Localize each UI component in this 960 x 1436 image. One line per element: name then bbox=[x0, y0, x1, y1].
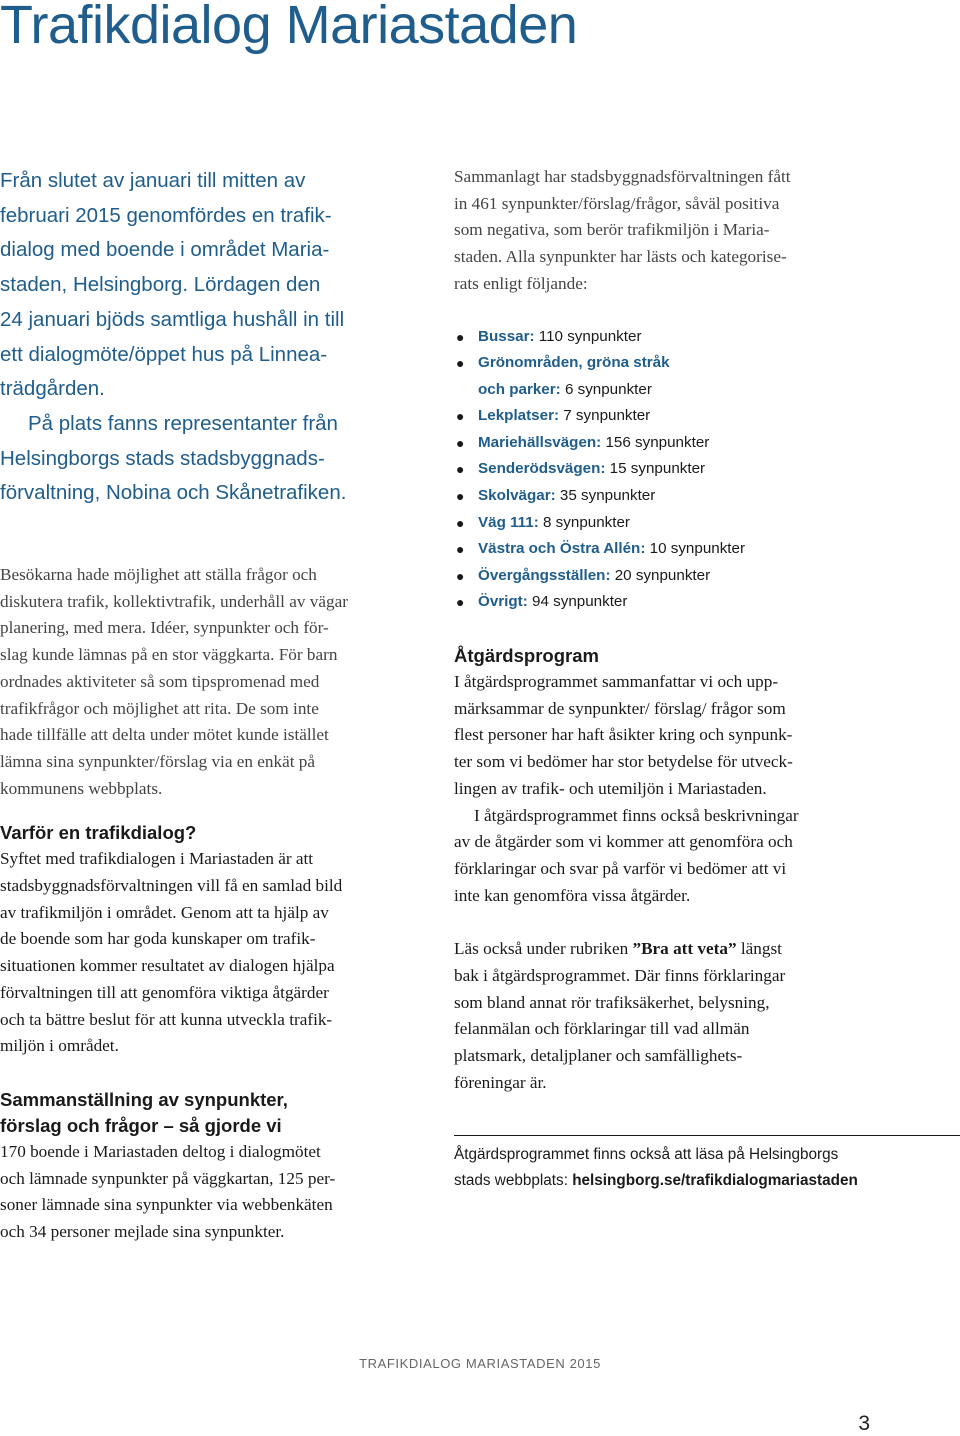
category-label: Senderödsvägen: bbox=[478, 460, 606, 478]
text-line: ter som vi bedömer har stor betydelse för utveck- bbox=[454, 752, 793, 772]
readmore-post: längst bbox=[736, 939, 782, 959]
text-line: ordnades aktiviteter så som tipspromenad med bbox=[0, 671, 320, 691]
program-heading: Åtgärdsprogram bbox=[454, 645, 599, 667]
text-line: av trafikmiljön i området. Genom att ta hjälp av bbox=[0, 902, 329, 922]
text-line: miljön i området. bbox=[0, 1036, 119, 1056]
page-footer: TRAFIKDIALOG MARIASTADEN 2015 bbox=[359, 1356, 601, 1371]
text-line: lingen av trafik- och utemiljön i Mariastaden. bbox=[454, 778, 767, 798]
category-list bbox=[454, 324, 960, 617]
page-number: 3 bbox=[858, 1412, 870, 1435]
bullet-icon: ● bbox=[456, 461, 465, 478]
text-line: och 34 personer mejlade sina synpunkter. bbox=[0, 1222, 285, 1242]
list-item bbox=[454, 430, 960, 457]
text-line: hade tillfälle att delta under mötet kunde istället bbox=[0, 725, 329, 745]
intro-line: trädgården. bbox=[0, 377, 105, 401]
why-heading: Varför en trafikdialog? bbox=[0, 822, 197, 844]
intro-paragraph bbox=[0, 164, 440, 511]
category-label: Övrigt: bbox=[478, 593, 528, 611]
text-line bbox=[454, 936, 960, 963]
category-label: Västra och Östra Allén: bbox=[478, 540, 646, 558]
text-line: de boende som har goda kunskaper om trafik- bbox=[0, 929, 316, 949]
category-label: Lekplatser: bbox=[478, 407, 560, 425]
page-title: Trafikdialog Mariastaden bbox=[0, 0, 578, 55]
summary-heading bbox=[0, 1087, 440, 1139]
text-line: Besökarna hade möjlighet att ställa frågor och bbox=[0, 565, 317, 585]
bullet-icon: ● bbox=[456, 541, 465, 558]
intro-line: Helsingborgs stads stadsbyggnads- bbox=[0, 446, 325, 470]
text-line: slag kunde lämnas på en stor väggkarta. För barn bbox=[0, 645, 338, 665]
text-line: I åtgärdsprogrammet sammanfattar vi och upp- bbox=[454, 672, 779, 692]
text-line: Syftet med trafikdialogen i Mariastaden är att bbox=[0, 849, 314, 869]
category-label: Väg 111: bbox=[478, 513, 539, 531]
list-item bbox=[454, 536, 960, 563]
intro-line: ett dialogmöte/öppet hus på Linnea- bbox=[0, 342, 328, 366]
text-line: felanmälan och förklaringar till vad allmän bbox=[454, 1019, 750, 1039]
text-line: diskutera trafik, kollektivtrafik, underhåll av vägar bbox=[0, 591, 348, 611]
text-line: situationen kommer resultatet av dialogen hjälpa bbox=[0, 956, 335, 976]
category-count: 110 synpunkter bbox=[534, 327, 642, 345]
list-item bbox=[454, 483, 960, 510]
category-count: 6 synpunkter bbox=[560, 380, 652, 398]
bullet-icon: ● bbox=[456, 567, 465, 584]
text-line: flest personer har haft åsikter kring och synpunk- bbox=[454, 725, 793, 745]
list-item bbox=[454, 324, 960, 351]
text-line: staden. Alla synpunkter har lästs och kategorise- bbox=[454, 247, 787, 267]
web-note-line: Åtgärdsprogrammet finns också att läsa på Helsingborgs bbox=[454, 1145, 839, 1163]
intro-line: På plats fanns representanter från bbox=[28, 411, 338, 435]
summary-paragraph bbox=[0, 1139, 440, 1246]
list-item bbox=[454, 563, 960, 590]
text-line: in 461 synpunkter/förslag/frågor, såväl positiva bbox=[454, 193, 780, 213]
category-label: Övergångsställen: bbox=[478, 566, 611, 584]
text-line: soner lämnade sina synpunkter via webbenkäten bbox=[0, 1195, 333, 1215]
list-item bbox=[454, 589, 960, 616]
text-line: trafikfrågor och möjlighet att rita. De som inte bbox=[0, 698, 319, 718]
text-line: föreningar är. bbox=[454, 1072, 547, 1092]
bullet-icon: ● bbox=[456, 434, 465, 451]
category-label: Grönområden, gröna stråk bbox=[478, 354, 670, 372]
intro-line: februari 2015 genomfördes en trafik- bbox=[0, 203, 332, 227]
intro-line: Från slutet av januari till mitten av bbox=[0, 169, 306, 192]
category-count: 7 synpunkter bbox=[559, 407, 651, 425]
readmore-pre: Läs också under rubriken bbox=[454, 939, 633, 959]
web-note-line bbox=[454, 1168, 960, 1194]
text-line: stadsbyggnadsförvaltningen vill få en samlad bild bbox=[0, 876, 343, 896]
left-column bbox=[0, 164, 440, 1246]
bullet-icon: ● bbox=[456, 408, 465, 425]
text-line: förklaringar och svar på varför vi bedömer att vi bbox=[454, 858, 787, 878]
text-line: märksammar de synpunkter/ förslag/ frågor som bbox=[454, 698, 786, 718]
bullet-icon: ● bbox=[456, 488, 465, 505]
text-line: av de åtgärder som vi kommer att genomföra och bbox=[454, 832, 793, 852]
category-label: Bussar: bbox=[478, 327, 535, 345]
list-item bbox=[454, 456, 960, 483]
text-line: lämna sina synpunkter/förslag via en enkät på bbox=[0, 751, 316, 771]
web-note-prefix: stads webbplats: bbox=[454, 1172, 573, 1189]
text-line: rats enligt följande: bbox=[454, 273, 588, 293]
text-line: planering, med mera. Idéer, synpunkter och för- bbox=[0, 618, 329, 638]
readmore-paragraph bbox=[454, 936, 960, 1096]
list-item bbox=[454, 403, 960, 430]
category-count: 156 synpunkter bbox=[601, 433, 710, 451]
summary-heading-line: förslag och frågor – så gjorde vi bbox=[0, 1114, 282, 1136]
bullet-icon: ● bbox=[456, 514, 465, 531]
text-line: I åtgärdsprogrammet finns också beskrivningar bbox=[474, 805, 799, 825]
category-label: Mariehällsvägen: bbox=[478, 433, 602, 451]
bullet-icon: ● bbox=[456, 328, 465, 345]
divider bbox=[454, 1135, 960, 1136]
category-count: 35 synpunkter bbox=[555, 487, 656, 505]
overview-paragraph bbox=[454, 164, 960, 298]
category-count: 8 synpunkter bbox=[538, 513, 630, 531]
text-line: som bland annat rör trafiksäkerhet, belysning, bbox=[454, 992, 770, 1012]
visitors-paragraph bbox=[0, 562, 440, 802]
bullet-icon: ● bbox=[456, 594, 465, 611]
category-count: 10 synpunkter bbox=[645, 540, 746, 558]
text-line: Sammanlagt har stadsbyggnadsförvaltningen fått bbox=[454, 167, 791, 186]
text-line: och lämnade synpunkter på väggkartan, 125 per- bbox=[0, 1168, 336, 1188]
right-column bbox=[454, 164, 960, 1194]
website-link[interactable]: helsingborg.se/trafikdialogmariastaden bbox=[572, 1172, 858, 1189]
category-count: 15 synpunkter bbox=[605, 460, 706, 478]
text-line: bak i åtgärdsprogrammet. Där finns förklaringar bbox=[454, 966, 786, 986]
text-line: inte kan genomföra vissa åtgärder. bbox=[454, 885, 691, 905]
readmore-bold: ”Bra att veta” bbox=[632, 939, 737, 959]
intro-line: dialog med boende i området Maria- bbox=[0, 238, 330, 262]
text-line: 170 boende i Mariastaden deltog i dialogmötet bbox=[0, 1141, 321, 1161]
text-line: som negativa, som berör trafikmiljön i Maria- bbox=[454, 220, 770, 240]
web-note bbox=[454, 1142, 960, 1195]
text-line: platsmark, detaljplaner och samfällighets- bbox=[454, 1046, 743, 1066]
text-line: förvaltningen till att genomföra viktiga åtgärder bbox=[0, 982, 329, 1002]
list-item bbox=[454, 350, 960, 403]
text-line: kommunens webbplats. bbox=[0, 778, 163, 798]
why-paragraph bbox=[0, 846, 440, 1060]
bullet-icon: ● bbox=[456, 355, 465, 372]
category-count: 94 synpunkter bbox=[527, 593, 628, 611]
summary-heading-line: Sammanställning av synpunkter, bbox=[0, 1088, 288, 1110]
intro-line: staden, Helsingborg. Lördagen den bbox=[0, 273, 321, 297]
program-paragraph bbox=[454, 669, 960, 909]
list-item bbox=[454, 510, 960, 537]
text-line: och ta bättre beslut för att kunna utveckla trafik- bbox=[0, 1009, 333, 1029]
intro-line: 24 januari bjöds samtliga hushåll in till bbox=[0, 307, 345, 331]
category-label: och parker: bbox=[478, 380, 561, 398]
category-label: Skolvägar: bbox=[478, 487, 556, 505]
intro-line: förvaltning, Nobina och Skånetrafiken. bbox=[0, 481, 347, 505]
category-count: 20 synpunkter bbox=[610, 566, 711, 584]
